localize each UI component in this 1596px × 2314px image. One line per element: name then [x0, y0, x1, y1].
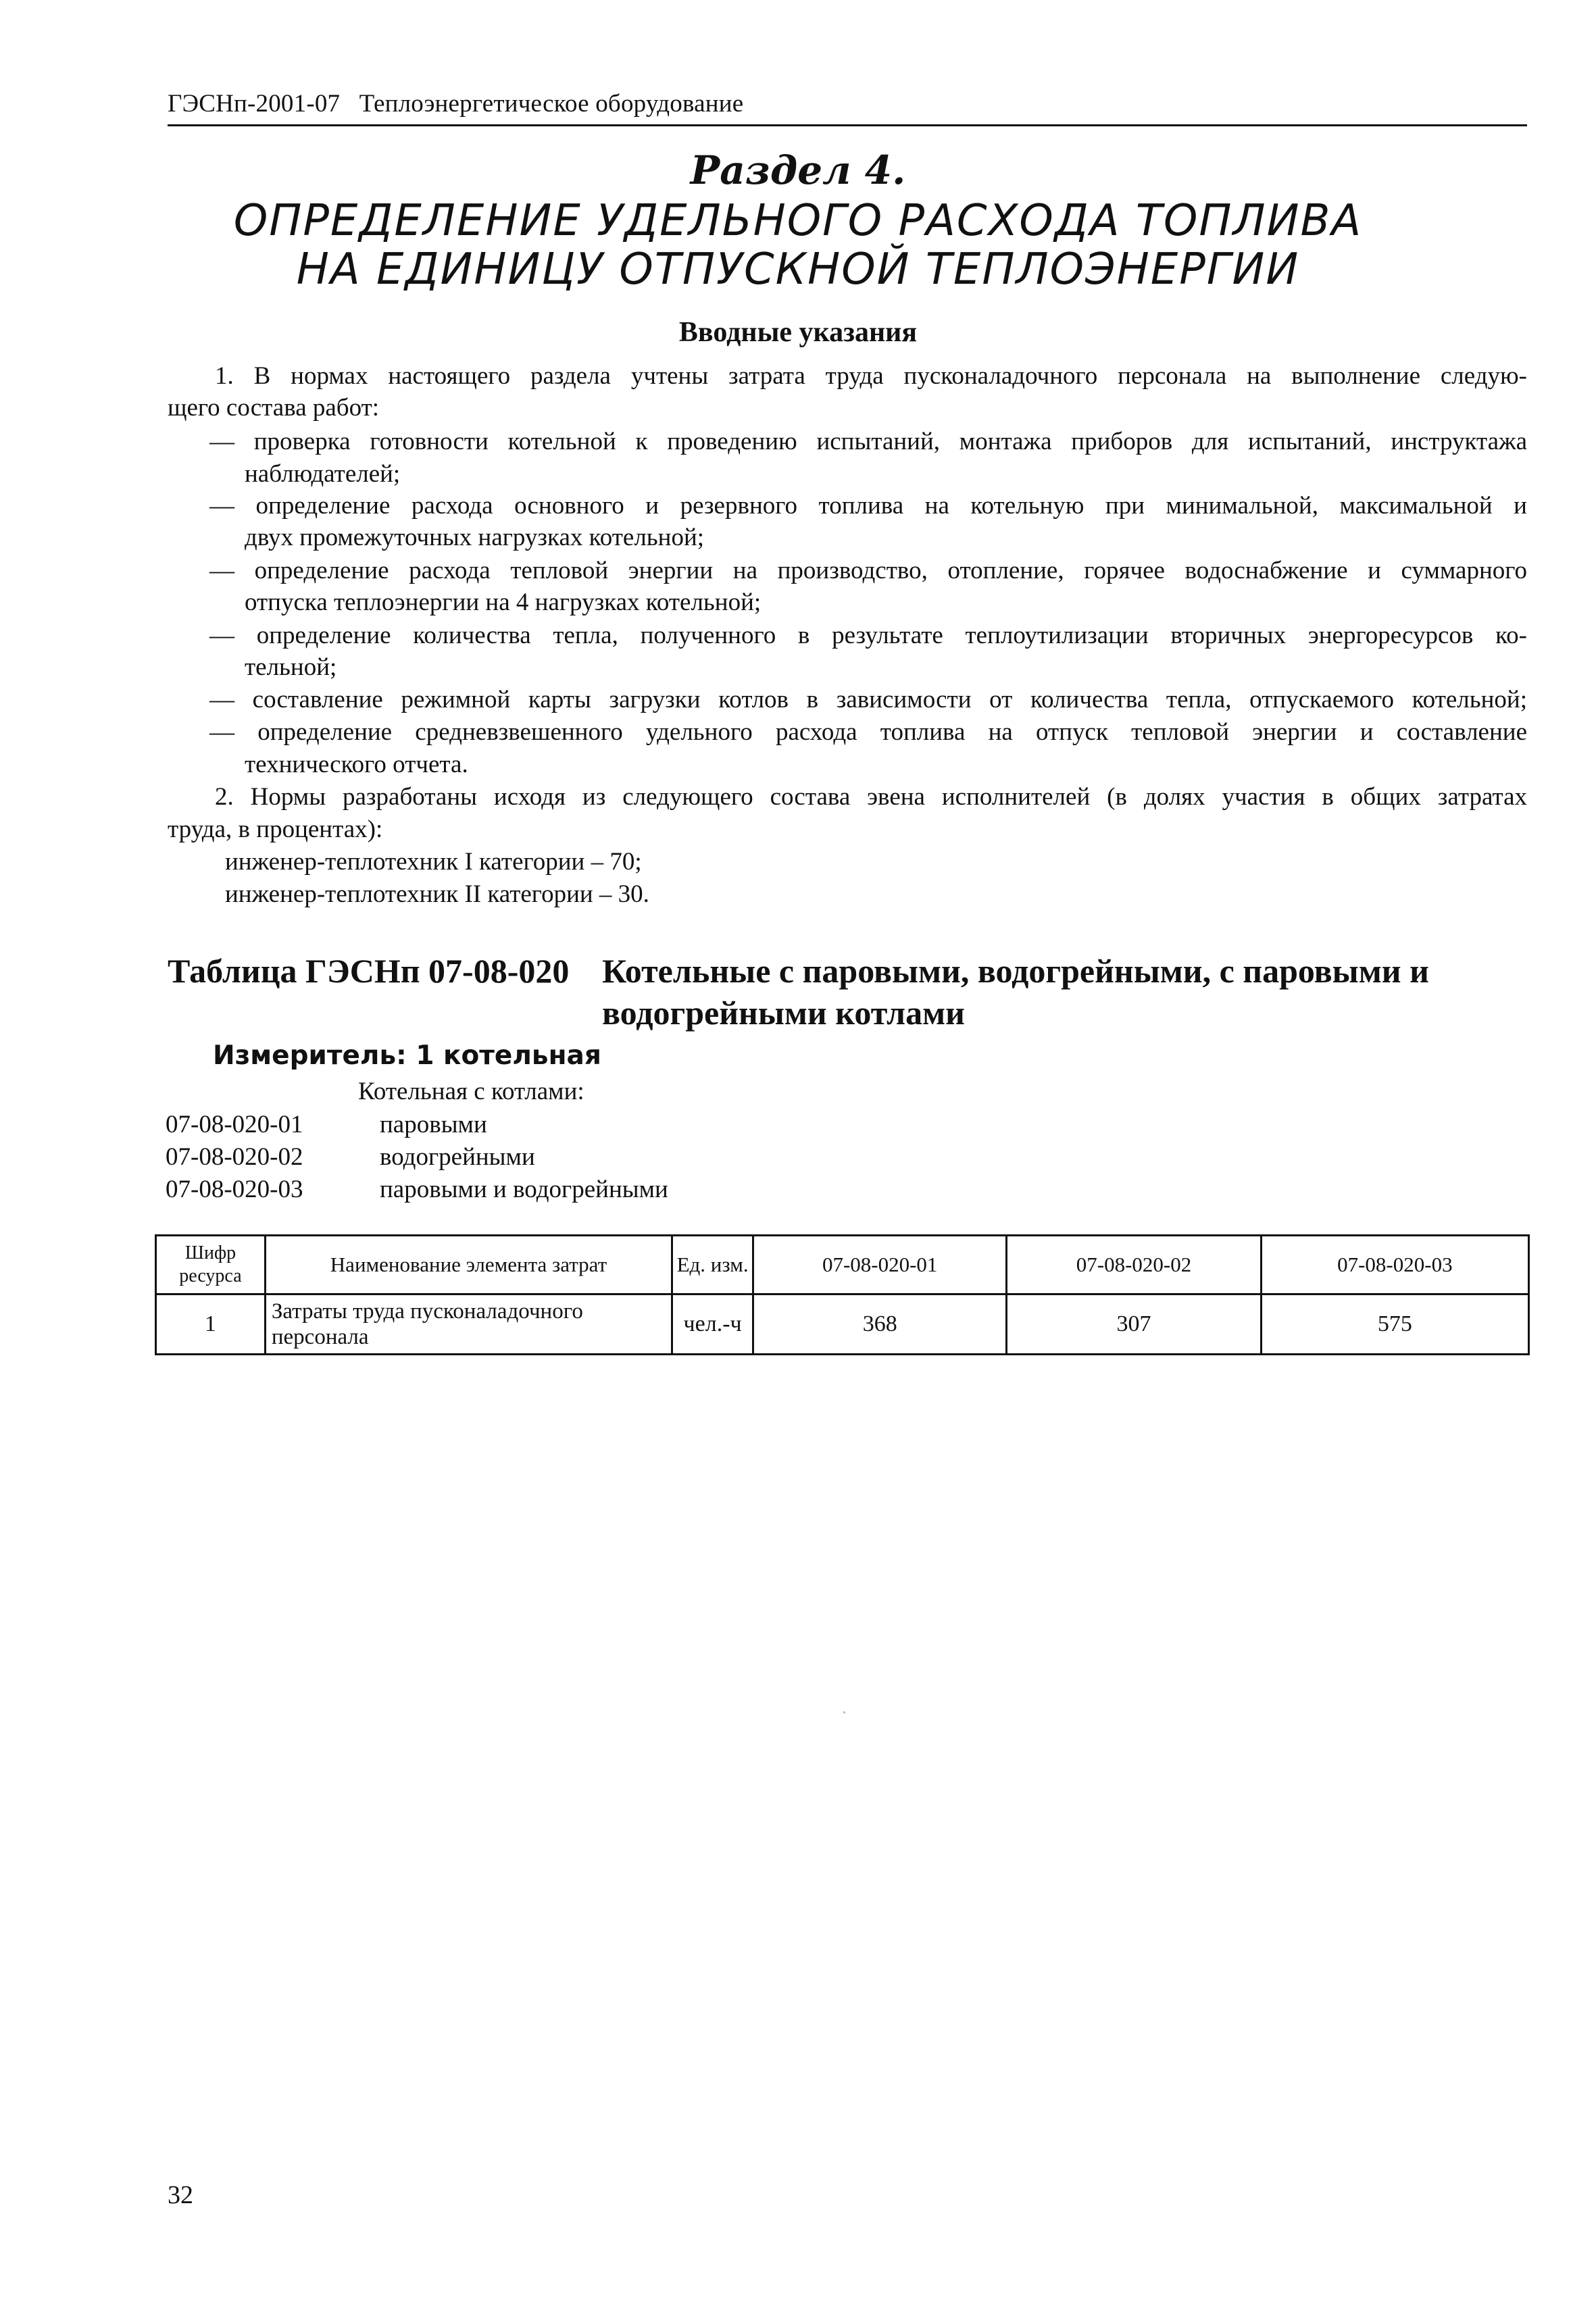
header-variant-3-cell: 07-08-020-03: [1261, 1236, 1528, 1294]
page-number: 32: [168, 2181, 193, 2209]
staff-item-2: инженер-теплотехник II категории – 30.: [225, 880, 649, 908]
table-row: [156, 1294, 1529, 1355]
variant-code-2: 07-08-020-02: [166, 1143, 303, 1171]
intro-p2-line-1: 2. Нормы разработаны исходя из следующего состава эвена исполнителей (в долях участия в общих затратах: [215, 783, 1527, 811]
intro-bullet-4-line-2: тельной;: [245, 653, 337, 681]
section-title-line-2: НА ЕДИНИЦУ ОТПУСКНОЙ ТЕПЛОЭНЕРГИИ: [296, 245, 1300, 295]
table-header-row: [156, 1236, 1529, 1294]
intro-heading: Вводные указания: [678, 317, 918, 348]
table-caption-title-line-2: водогрейными котлами: [602, 994, 965, 1032]
running-header: [168, 89, 743, 118]
intro-p2-line-2: труда, в процентах):: [168, 815, 383, 843]
header-variant-2-cell: 07-08-020-02: [1007, 1236, 1261, 1294]
header-unit-cell: Ед. изм.: [672, 1236, 753, 1294]
header-code: ГЭСНп-2001-07: [168, 90, 341, 118]
header-name-cell: Наименование элемента затрат: [265, 1236, 672, 1294]
intro-bullet-2-line-1: — определение расхода основного и резервного топлива на котельную при минимальной, максимальной и: [209, 492, 1527, 520]
row-value-1-cell: 368: [753, 1294, 1007, 1355]
row-value-2-cell: 307: [1007, 1294, 1261, 1355]
intro-bullet-1-line-2: наблюдателей;: [245, 460, 401, 488]
resource-table: [155, 1234, 1530, 1355]
row-value-3-cell: 575: [1261, 1294, 1528, 1355]
intro-bullet-3-line-1: — определение расхода тепловой энергии на производство, отопление, горячее водоснабжение и суммарного: [209, 557, 1527, 584]
header-code-cell: [156, 1236, 266, 1294]
section-title-line-1: ОПРЕДЕЛЕНИЕ УДЕЛЬНОГО РАСХОДА ТОПЛИВА: [233, 196, 1363, 246]
variant-code-3: 07-08-020-03: [166, 1176, 303, 1203]
row-code-cell: 1: [156, 1294, 266, 1355]
header-rule: [168, 124, 1527, 126]
staff-item-1: инженер-теплотехник I категории – 70;: [225, 848, 642, 876]
table-caption-label: Таблица ГЭСНп 07-08-020: [168, 952, 570, 990]
intro-bullet-6-line-1: — определение средневзвешенного удельного расхода топлива на отпуск тепловой энергии и составление: [209, 718, 1527, 746]
variant-name-3: паровыми и водогрейными: [380, 1176, 668, 1203]
intro-bullet-4-line-1: — определение количества тепла, полученного в результате теплоутилизации вторичных энергоресурсов ко-: [209, 622, 1527, 649]
intro-bullet-1-line-1: — проверка готовности котельной к проведению испытаний, монтажа приборов для испытаний, инструктажа: [209, 428, 1527, 455]
variants-lead: Котельная с котлами:: [358, 1078, 584, 1105]
scan-speck: [843, 1711, 845, 1713]
intro-bullet-5-line-1: — составление режимной карты загрузки котлов в зависимости от количества тепла, отпускаемого котельной;: [209, 686, 1527, 713]
section-label: Раздел 4.: [690, 147, 906, 193]
variant-name-1: паровыми: [380, 1111, 487, 1138]
intro-p1-line-1: 1. В нормах настоящего раздела учтены затрата труда пусконаладочного персонала на выполнение следую-: [215, 362, 1527, 390]
table-caption-title-line-1: Котельные с паровыми, водогрейными, с паровыми и: [602, 952, 1429, 990]
measure-unit: Измеритель: 1 котельная: [213, 1040, 601, 1071]
variant-code-1: 07-08-020-01: [166, 1111, 303, 1138]
header-code-line-2: ресурса: [179, 1265, 242, 1286]
intro-bullet-3-line-2: отпуска теплоэнергии на 4 нагрузках котельной;: [245, 588, 762, 616]
row-name-line-2: персонала: [271, 1325, 369, 1349]
header-code-line-1: Шифр: [184, 1242, 236, 1263]
intro-bullet-6-line-2: технического отчета.: [245, 751, 468, 778]
row-name-cell: [265, 1294, 672, 1355]
header-variant-1-cell: 07-08-020-01: [753, 1236, 1007, 1294]
row-unit-cell: чел.-ч: [672, 1294, 753, 1355]
row-name-line-1: Затраты труда пусконаладочного: [271, 1299, 583, 1324]
intro-bullet-2-line-2: двух промежуточных нагрузках котельной;: [245, 524, 705, 551]
intro-p1-line-2: щего состава работ:: [168, 394, 380, 422]
header-title: Теплоэнергетическое оборудование: [359, 90, 744, 118]
variant-name-2: водогрейными: [380, 1143, 535, 1171]
